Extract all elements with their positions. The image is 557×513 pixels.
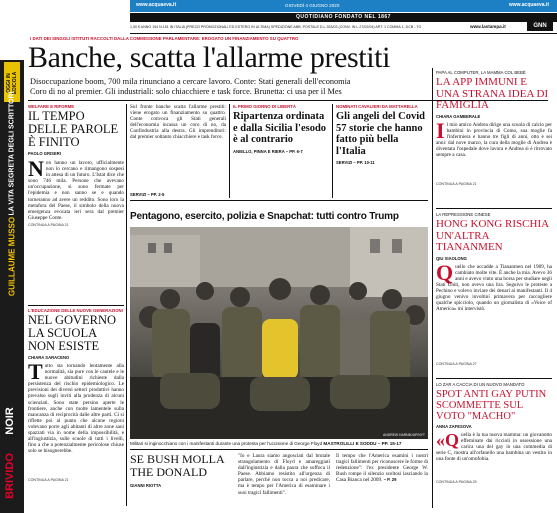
right-c-text bbox=[436, 432, 552, 478]
col1-byline: PAOLO GRISERI bbox=[28, 151, 61, 156]
bottom-col-b-text: Il tempo che l'America esamini i nostri tragici fallimenti per riconoscere le forme di redenzione": l'ex presidente George W. Bush rompe il silenzio sceltosi lasciando la Casa Bianca nel 2009. bbox=[336, 453, 428, 484]
right-b-headline: HONG KONG RISCHIA UN'ALTRA TIANANMEN bbox=[436, 218, 549, 253]
right-story-a bbox=[436, 70, 552, 186]
photo-caption bbox=[130, 441, 428, 446]
site-url: www.lastampa.it bbox=[470, 24, 506, 29]
photo-rule bbox=[130, 200, 428, 201]
lead-deck-2: Coro di no al premier. Gli industriali: solo chiacchiere e task force. Brunetta: ci usa per il Mes bbox=[30, 87, 342, 96]
bottom-headline: SE BUSH MOLLA THE DONALD bbox=[130, 452, 225, 479]
gnn-logo: GNN bbox=[527, 21, 553, 31]
col4-headline: Gli angeli del Covid 57 storie che hanno fatto più bella l'Italia bbox=[336, 111, 425, 157]
bottom-byline: GIANNI RIOTTA bbox=[130, 483, 162, 488]
right-a-body: l mio amico Andrea dirige una scuola di calcio per bambini in provincia di Como, sua moglie fa l'infermiera e hanno tre figli di anni, otto e sei anni: dal nove marzo, la cura della moglie di Andrea è diventata l'ospedale dove lavora e Andrea si è ritrovato sempre a casa. bbox=[436, 121, 552, 158]
sidebar-series: LA VITA SEGRETA DEGLI SCRITTORI bbox=[8, 91, 16, 216]
col1-divider bbox=[28, 305, 124, 306]
right-c-headline: SPOT ANTI GAY PUTIN SCOMMETTE SUL VOTO "MACHO" bbox=[436, 389, 547, 422]
col1b-text bbox=[28, 363, 124, 476]
col3-kicker: IL PRIMO GIORNO DI LIBERTÀ bbox=[233, 104, 296, 109]
col1-story bbox=[28, 104, 124, 227]
masthead-rule bbox=[130, 33, 557, 34]
top-left-url: www.acquaeva.it bbox=[136, 2, 177, 8]
sidebar-author: GUILLAUME MUSSO bbox=[7, 216, 17, 297]
right-a-text bbox=[436, 122, 552, 180]
col4-kicker: NOMINATI CAVALIERI DA MATTARELLA bbox=[336, 104, 418, 109]
right-b-continue: CONTINUA A PAGINA 27 bbox=[436, 361, 477, 366]
col2-vertical-rule bbox=[229, 104, 230, 198]
photo-headline: Pentagono, esercito, polizia e Snapchat: tutti contro Trump bbox=[130, 211, 399, 222]
right-a-headline: LA APP IMMUNI E UNA STRANA IDEA DI FAMIGLIA bbox=[436, 76, 549, 111]
right-b-body: uello che accadde a Tiananmen nel 1989, ha cambiato molte vite. È anche la mia. Avevo 36 anni e avevo vinto una borsa per studiare negli Stati Uniti, non avevo una lira. Seguivo le proteste a Pechino e volevo inviare dei denari ai manifestanti. Il 4 giugno venivo involtini primavera per raccogliere qualche spicciolo, quando un giornalista di «Voice of America» mi intervistò. bbox=[436, 263, 552, 313]
edition-date: GIOVEDÌ 4 GIUGNO 2020 bbox=[285, 3, 340, 8]
bottom-col-b bbox=[336, 453, 428, 505]
masthead-tagline-bar bbox=[130, 13, 557, 22]
lead-deck-1: Disoccupazione boom, 700 mila rinunciano a cercare lavoro. Conte: Stati generali dell'economia bbox=[30, 77, 351, 86]
col1b-dropcap: T bbox=[28, 363, 43, 384]
col1b-body: utto sta tornando lentamente alla normalità, sia pure con le cautele e le nuove abitudini richieste dalla persistenza del rischio epidemiologico. Le previsioni dei diversi settori produttivi hanno prevalso sugli inviti alla prudenza di alcuni scienziati. Sono state persino aperte le frontiere, anche con molte lamentele sulla mancanza di reciprocità dalle altre parti. Ci si riflette poi al punto che alcune regioni volevano porre agli abitanti di altre zone sani spazzati via in nome della impossibilità, e all'ingiustizia, sulle scuole di tutti i livelli, fino a che a potenzialmente pericolose chiuse solo se bisognerebbe. bbox=[28, 363, 124, 455]
photo-caption-text: Militari si inginocchiano con i manifestanti durante una protesta per l'uccisione di George Floyd bbox=[130, 441, 323, 446]
right-a-continue: CONTINUA A PAGINA 21 bbox=[436, 181, 477, 186]
col1-kicker: WELFARE E RIFORME bbox=[28, 104, 75, 109]
right-story-b bbox=[436, 212, 552, 366]
right-c-body: uella è la tua nuova mamma: un giovanotto effeminato dai riccioli in ossessione una carica una del gay in una commedia di serie C, mostra all'orfanello una bambina un vestito in una fonte di un'omofobia. bbox=[436, 432, 552, 463]
col3-headline: Ripartenza ordinata e dalla Sicilia l'esodo è al contrario bbox=[233, 111, 327, 145]
col1-dropcap: N bbox=[28, 156, 44, 181]
photo-caption-credit: MASTROLILLI E SODDU – PP. 15-17 bbox=[323, 441, 402, 446]
masthead-tagline: QUOTIDIANO FONDATO NEL 1867 bbox=[296, 14, 391, 20]
col2-refs: SERVIZI – PP. 2-5 bbox=[130, 192, 165, 197]
photo-credit: ANDREW HARNIK/AP/NYT bbox=[382, 433, 425, 437]
sidebar-collection-noir: NOIR bbox=[4, 407, 16, 435]
col1b-kicker: L'EDUCAZIONE DELLE NUOVE GENERAZIONI bbox=[28, 308, 123, 313]
col1b-story bbox=[28, 308, 124, 482]
photo-scene bbox=[130, 227, 428, 439]
right-c-continue: CONTINUA A PAGINA 25 bbox=[436, 480, 477, 484]
col2-text: Sul fronte banche scatta l'allarme prestiti: viene erogato un finanziamento su quattro. Conte convoca gli Stati generali dell'economia incassa un coro di no, da Confindustria alla destra. Gli imprenditori: dal premier soltanto chiacchiere e task force. bbox=[130, 104, 226, 141]
news-photo bbox=[130, 227, 428, 439]
right-c-kicker: LO ZAR A CACCIA DI UN NUOVO MANDATO bbox=[436, 382, 525, 387]
right-b-kicker: LA REPRESSIONE CINESE bbox=[436, 212, 491, 217]
col4-story bbox=[336, 104, 428, 165]
col1-headline: IL TEMPO DELLE PAROLE È FINITO bbox=[28, 109, 119, 149]
right-divider-2 bbox=[436, 378, 552, 379]
right-b-byline: QIU XIAOLONG bbox=[436, 255, 467, 261]
lead-kicker: I DATI DEI SINGOLI ISTITUTI RACCOLTI DALLA COMMISSIONE PARLAMENTARE: EROGATO UN FINANZIAMENTO SU QUATTRO bbox=[30, 36, 299, 41]
col1b-headline: NEL GOVERNO LA SCUOLA NON ESISTE bbox=[28, 313, 117, 353]
bottom-col-a: "Io e Laura siamo angosciati dal brutale strangolamento di Floyd e amareggiati dall'ingiustizia e dalla paura che soffoca il Paese. Abbiamo resistito all'urgenza di parlare, perché non tocca a noi predicare, ma è tempo per l'America di esaminare i suoi tragici fallimenti". bbox=[238, 453, 330, 496]
top-right-url: www.acquaeva.it bbox=[508, 2, 549, 8]
bottom-rule bbox=[130, 449, 428, 450]
col1-vertical-rule bbox=[126, 104, 127, 506]
col1-continue: CONTINUA A PAGINA 21 bbox=[28, 222, 69, 227]
sidebar-collection-brivido: BRIVIDO bbox=[4, 453, 16, 499]
right-b-dropcap: Q bbox=[436, 263, 454, 285]
col1b-byline: CHIARA SARACENO bbox=[28, 355, 70, 360]
col3-vertical-rule bbox=[332, 104, 333, 198]
right-divider-1 bbox=[436, 208, 552, 209]
right-column-rule bbox=[432, 68, 433, 508]
right-a-byline: CHIARA GAMBERALE bbox=[436, 113, 481, 119]
top-strip bbox=[130, 0, 557, 12]
col4-byline: SERVIZI – PP. 10-11 bbox=[336, 160, 375, 165]
right-story-c bbox=[436, 382, 552, 484]
sidebar-oggi-text: OGGI IN EDICOLA bbox=[6, 71, 18, 95]
col1b-continue: CONTINUA A PAGINA 21 bbox=[28, 478, 69, 482]
right-c-byline: ANNA ZAFESOVA bbox=[436, 424, 472, 429]
price-line: 1,50 € ANNO 154 N.151 IN ITALIA (PREZZI PROMOZIONALI ED ESTERO IN ULTIMA) SPEDIZIONE ABB. POSTALE D.L.353/03 (CONV. IN L.27/02/04) ART. 1 COMMA 1, DCB - TO bbox=[130, 25, 422, 29]
col1-text bbox=[28, 156, 124, 221]
col3-story bbox=[233, 104, 329, 154]
col1-body: on hanno un lavoro, ufficialmente non lo cercano e rimangono sospesi in attesa di un futuro. L'Istat dice che sono 746 mila. Persone che avevano un'occupazione, si sono fermate per l'epidemia e non sanno se e quando torneranno ad avere un reddito. Sono loro la metafora del Paese, il simbolo della nuova emergenza evocata ieri sera dal premier Giuseppe Conte. bbox=[28, 160, 124, 221]
lead-headline: Banche, scatta l'allarme prestiti bbox=[28, 41, 391, 74]
right-c-dropcap: «Q bbox=[436, 432, 460, 450]
right-a-dropcap: I bbox=[436, 121, 445, 143]
right-a-kicker: PAPA AL COMPUTER, LA MAMMA COL BEBÈ bbox=[436, 70, 526, 75]
right-b-text bbox=[436, 264, 552, 360]
col3-byline: ANIELLO, PINNA E RIERA – PP. 6-7 bbox=[233, 148, 303, 154]
bottom-refs: – P. 29 bbox=[383, 477, 397, 483]
